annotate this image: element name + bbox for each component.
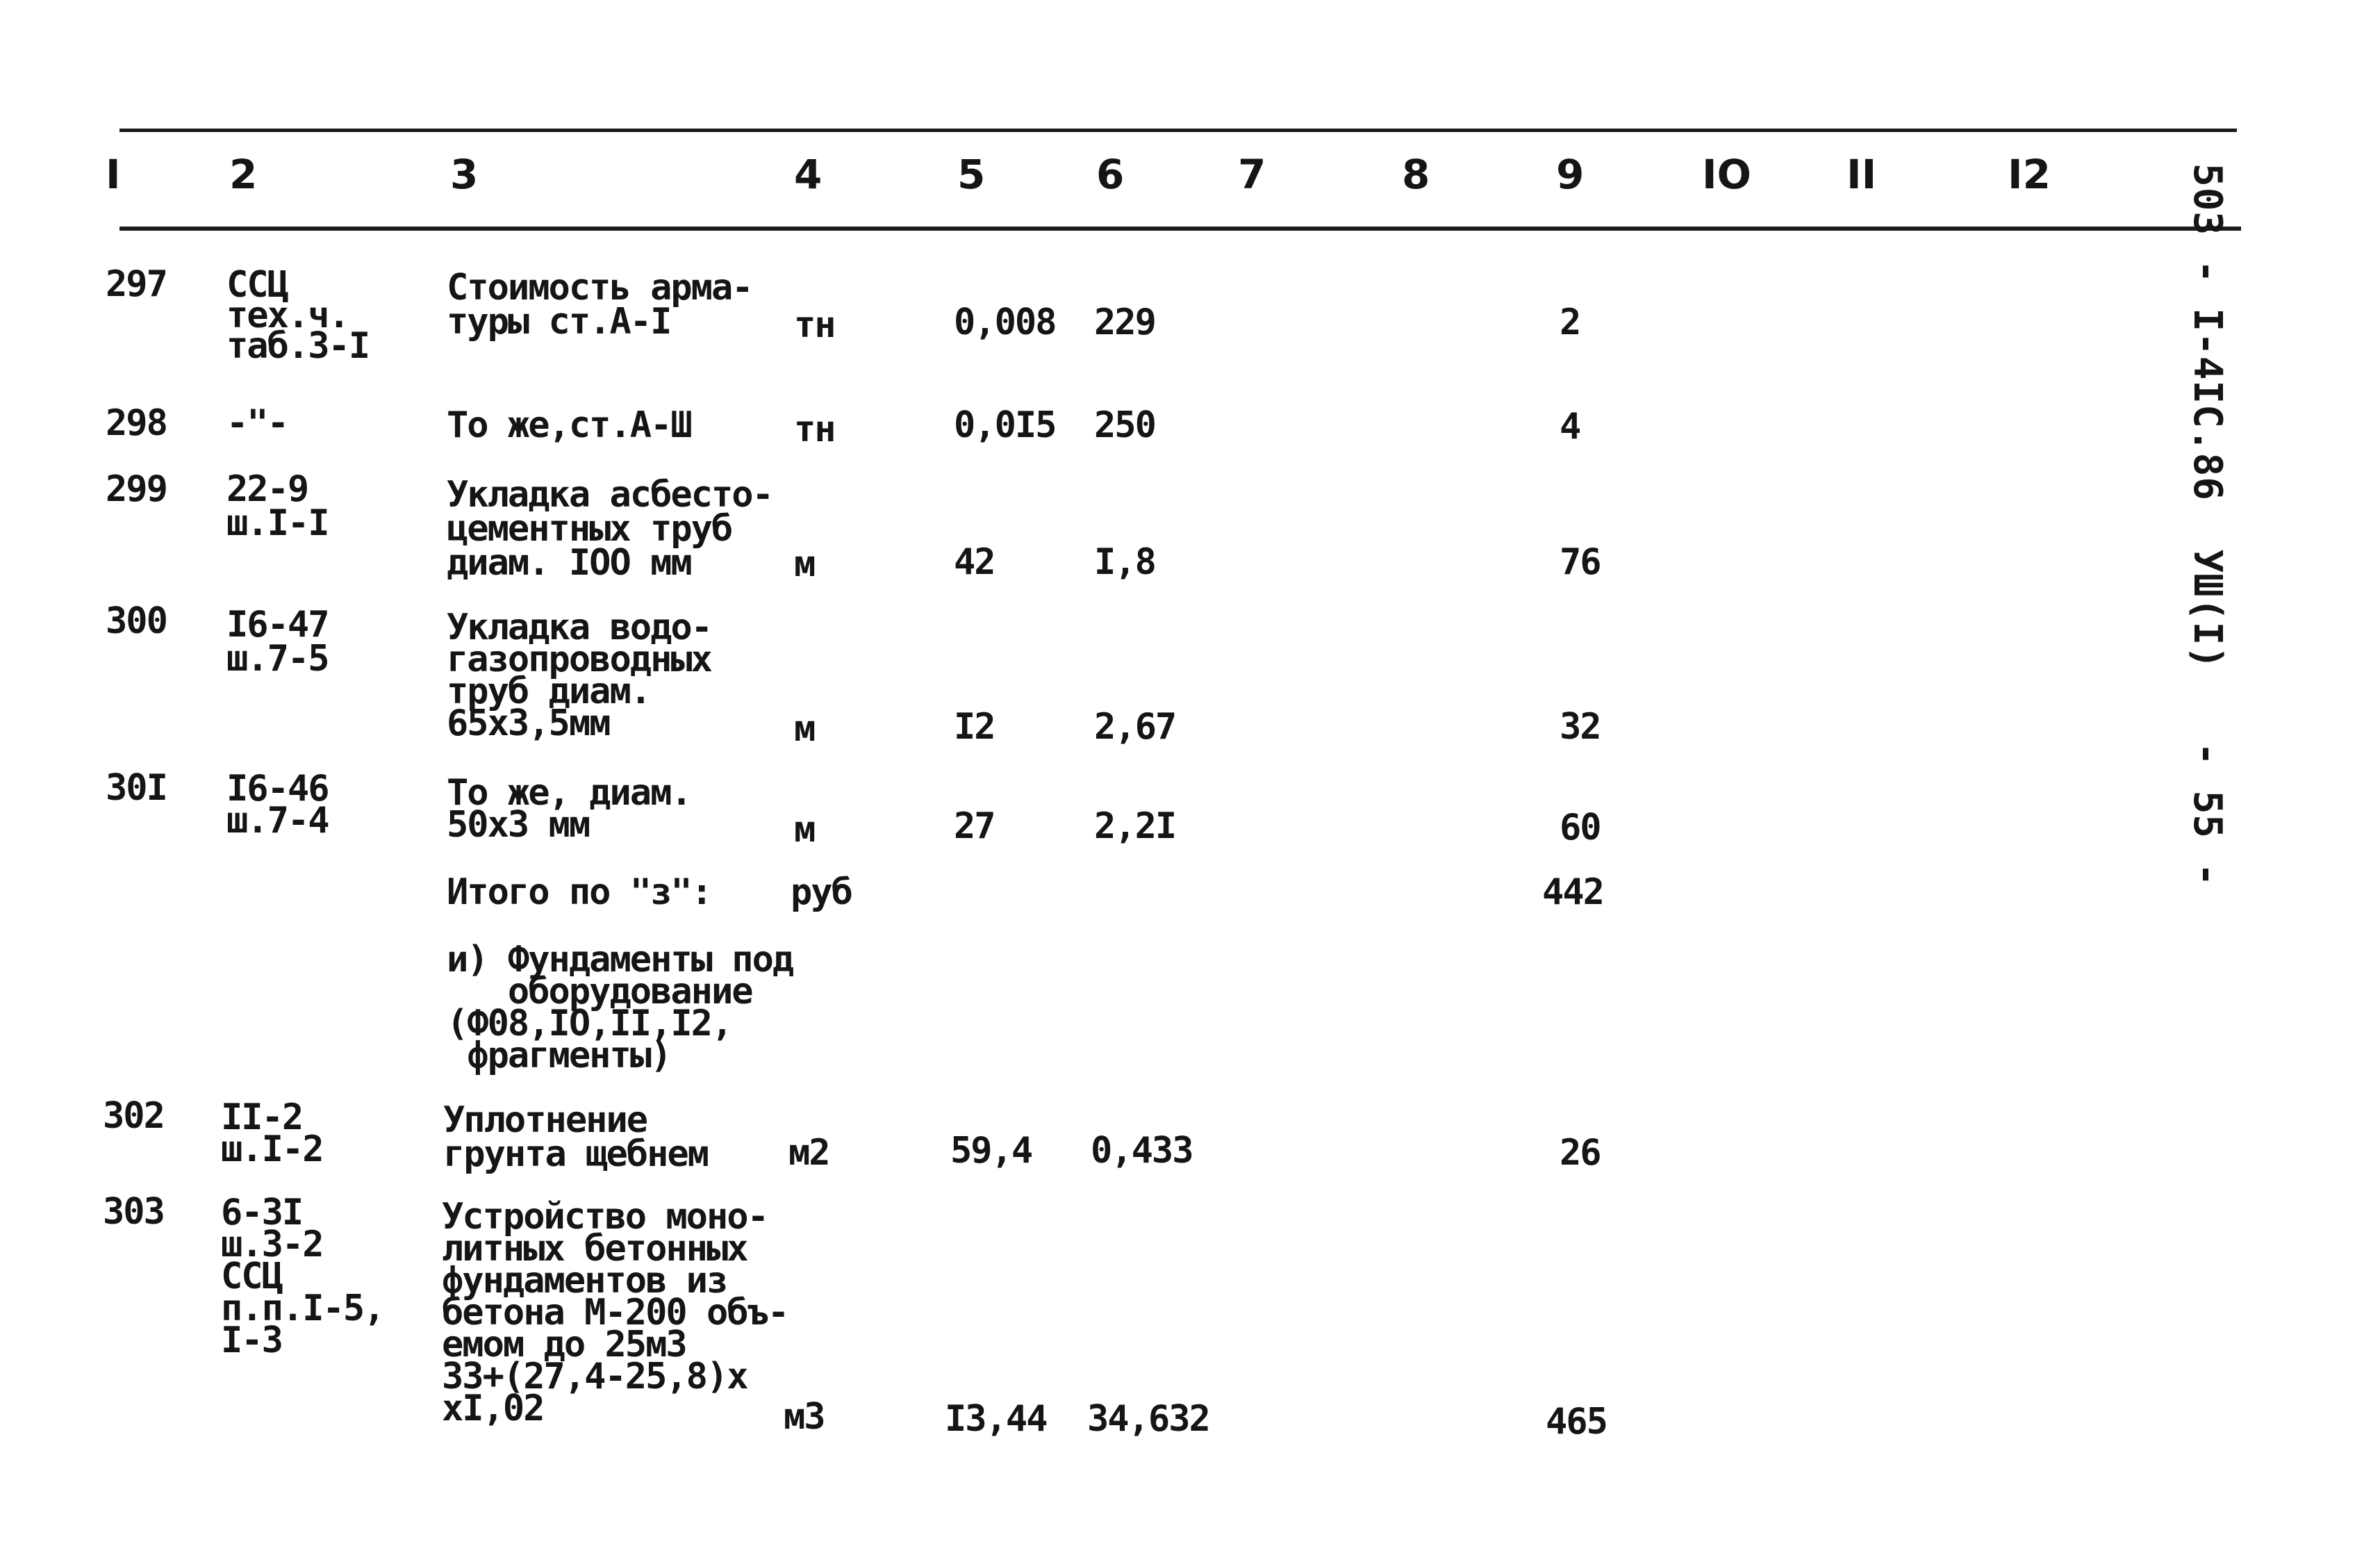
column-header-7: 7 (1238, 151, 1266, 198)
unit: м (794, 708, 815, 750)
row-number: 30I (106, 767, 167, 809)
norm-code: I6-47 ш.7-5 (226, 604, 329, 680)
work-name: Уплотнение грунта щебнем (443, 1099, 708, 1175)
norm-code: II-2 ш.I-2 (221, 1097, 323, 1170)
column-header-5: 5 (957, 151, 986, 198)
unit: м (794, 809, 815, 851)
norm-code: I6-46 ш.7-4 (226, 768, 329, 841)
unit-price: 229 (1094, 302, 1155, 343)
row-number: 298 (106, 402, 167, 444)
column-header-3: 3 (450, 151, 479, 198)
quantity: 27 (954, 805, 995, 847)
total-cost: 2 (1560, 302, 1580, 343)
column-header-10: IO (1702, 151, 1751, 198)
norm-code: -"- (226, 402, 288, 444)
unit-price: 2,2I (1094, 805, 1176, 847)
total-cost: 60 (1560, 807, 1601, 848)
work-name: То же,ст.А-Ш (447, 404, 691, 446)
column-header-8: 8 (1402, 151, 1430, 198)
work-name: Укладка асбесто- цементных труб диам. IOO мм (447, 474, 772, 584)
quantity: I2 (954, 706, 995, 748)
column-header-11: II (1846, 151, 1877, 198)
column-header-6: 6 (1096, 151, 1125, 198)
column-header-9: 9 (1556, 151, 1585, 198)
unit: руб (791, 871, 852, 913)
unit: тн (794, 304, 835, 346)
unit-price: 34,632 (1087, 1398, 1209, 1440)
row-number: 302 (103, 1095, 164, 1137)
row-number: 303 (103, 1191, 164, 1233)
norm-code: 6-3I ш.3-2 ССЦ п.п.I-5, I-3 (221, 1192, 384, 1361)
unit: тн (794, 409, 835, 450)
total-cost: 26 (1560, 1132, 1601, 1174)
work-name: То же, диам. 50х3 мм (447, 772, 691, 846)
column-header-1: I (106, 151, 121, 198)
column-header-2: 2 (229, 151, 258, 198)
norm-code: 22-9 ш.I-I (226, 468, 329, 544)
section-heading: и) Фундаменты под оборудование (Ф08,IO,II,I2, фрагменты) (447, 939, 793, 1076)
norm-code: ССЦ тех.ч. таб.3-I (226, 264, 370, 367)
total-cost: 465 (1546, 1401, 1607, 1443)
quantity: I3,44 (945, 1398, 1047, 1440)
work-name: Укладка водо- газопроводных труб диам. 65х3,5мм (447, 607, 711, 744)
unit-price: 250 (1094, 404, 1155, 446)
column-header-12: I2 (2008, 151, 2051, 198)
top-rule (119, 129, 2237, 132)
row-number: 300 (106, 600, 167, 642)
unit-price: 0,433 (1091, 1130, 1193, 1172)
subtotal-label: Итого по "з": (447, 871, 711, 913)
column-header-4: 4 (794, 151, 823, 198)
header-rule (119, 227, 2241, 231)
work-name: Стоимость арма- туры ст.А-I (447, 267, 752, 343)
quantity: 59,4 (950, 1130, 1032, 1172)
total-cost: 4 (1560, 406, 1580, 448)
quantity: 42 (954, 541, 995, 583)
subtotal-value: 442 (1542, 871, 1603, 913)
unit: м3 (784, 1396, 825, 1438)
unit-price: I,8 (1094, 541, 1155, 583)
quantity: 0,0I5 (954, 404, 1056, 446)
row-number: 297 (106, 263, 167, 305)
unit-price: 2,67 (1094, 706, 1176, 748)
total-cost: 76 (1560, 541, 1601, 583)
row-number: 299 (106, 468, 167, 510)
unit: м (794, 543, 815, 585)
unit: м2 (788, 1132, 829, 1174)
total-cost: 32 (1560, 706, 1601, 748)
quantity: 0,008 (954, 302, 1056, 343)
page-code: 503 - I-4IC.86 УШ(I) - 55 - (2185, 163, 2230, 887)
work-name: Устройство моно- литных бетонных фундаментов из бетона М-200 объ- емом до 25м3 33+(27,4-25,8)х хI,02 (442, 1196, 788, 1429)
